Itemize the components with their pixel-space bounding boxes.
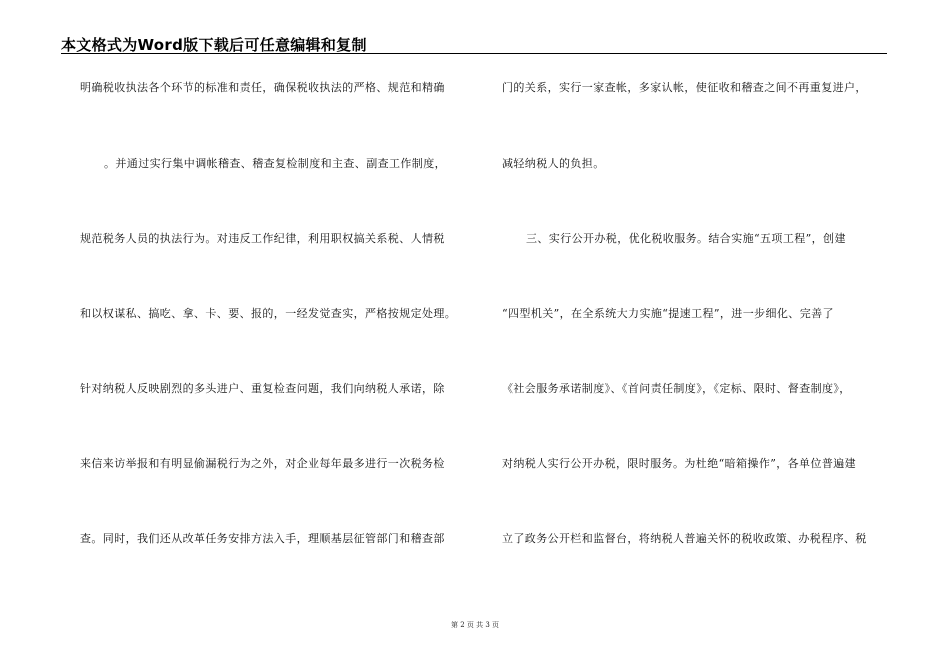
text-line: 三、实行公开办税，优化税收服务。结合实施“五项工程”，创建 (526, 232, 846, 245)
text-line: 明确税收执法各个环节的标准和责任，确保税收执法的严格、规范和精确 (80, 81, 445, 94)
text-line: 门的关系，实行一家查帐，多家认帐，使征收和稽查之间不再重复进户， (502, 81, 867, 94)
document-header-title: 本文格式为Word版下载后可任意编辑和复制 (61, 36, 367, 54)
text-line: 针对纳税人反映剧烈的多头进户、重复检查问题，我们向纳税人承诺，除 (80, 382, 445, 395)
page-number: 第 2 页 共 3 页 (450, 621, 500, 629)
text-line: 来信来访举报和有明显偷漏税行为之外，对企业每年最多进行一次税务检 (80, 457, 445, 470)
text-line: 减轻纳税人的负担。 (502, 157, 605, 170)
text-line: 规范税务人员的执法行为。对违反工作纪律，利用职权搞关系税、人情税 (80, 232, 445, 245)
text-line: 《社会服务承诺制度》、《首问责任制度》，《定标、限时、督查制度》， (502, 382, 851, 395)
text-line: 立了政务公开栏和监督台，将纳税人普遍关怀的税收政策、办税程序、税 (502, 532, 867, 545)
right-text-column (502, 0, 902, 600)
text-line: 对纳税人实行公开办税，限时服务。为杜绝“暗箱操作”，各单位普遍建 (502, 457, 857, 470)
text-line: 查。同时，我们还从改革任务安排方法入手，理顺基层征管部门和稽查部 (80, 532, 445, 545)
text-line: “四型机关”，在全系统大力实施“提速工程”，进一步细化、完善了 (502, 307, 834, 320)
text-line: 和以权谋私、搞吃、拿、卡、要、报的，一经发觉查实，严格按规定处理。 (80, 307, 457, 320)
text-line: 。并通过实行集中调帐稽查、稽查复检制度和主查、副查工作制度， (104, 157, 446, 170)
left-text-column (80, 0, 500, 600)
